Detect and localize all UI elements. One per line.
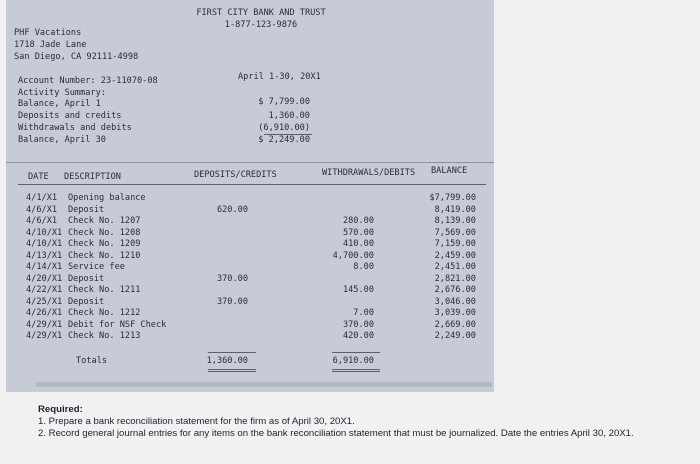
row-withdrawal: 7.00 — [353, 308, 374, 318]
column-balance: BALANCE — [431, 166, 468, 176]
row-balance: 2,676.00 — [434, 285, 476, 295]
row-date: 4/14/X1 — [26, 262, 63, 272]
row-balance: 8,419.00 — [434, 204, 476, 215]
deposits-total: 1,360.00 — [206, 356, 248, 366]
row-balance: 3,046.00 — [434, 296, 476, 307]
row-deposit: 370.00 — [216, 273, 248, 284]
row-description: Deposit — [68, 273, 105, 284]
customer-city: San Diego, CA 92111-4998 — [14, 52, 139, 62]
row-balance: 7,569.00 — [434, 227, 476, 238]
row-description: Service fee — [68, 262, 125, 272]
column-date: DATE — [28, 172, 49, 182]
totals-label: Totals — [76, 356, 108, 366]
row-description: Check No. 1211 — [68, 285, 141, 295]
statement-bottom-band — [36, 382, 492, 387]
row-balance: 2,459.00 — [434, 250, 476, 261]
row-date: 4/20/X1 — [26, 273, 63, 284]
column-description: DESCRIPTION — [64, 172, 121, 182]
row-withdrawal: 370.00 — [342, 319, 374, 330]
account-number: Account Number: 23-11070-08 — [18, 76, 158, 86]
row-balance: 7,159.00 — [434, 239, 476, 249]
required-item-2: 2. Record general journal entries for any items on the bank reconciliation statement that must be journalized. Date the entries April 30, 20X1. — [38, 428, 634, 439]
summary-label: Balance, April 30 — [18, 135, 106, 145]
column-deposits: DEPOSITS/CREDITS — [194, 170, 277, 180]
summary-title: Activity Summary: — [18, 88, 106, 98]
summary-value: $ 2,249.00 — [258, 135, 310, 145]
withdrawals-total-rule — [332, 352, 380, 353]
required-section — [38, 404, 698, 440]
row-description: Check No. 1207 — [68, 216, 141, 226]
withdrawals-double-rule-1 — [332, 369, 380, 370]
header-bottom-rule — [18, 184, 486, 185]
row-date: 4/22/X1 — [26, 285, 63, 295]
row-description: Deposit — [68, 296, 105, 307]
row-date: 4/25/X1 — [26, 296, 63, 307]
row-date: 4/10/X1 — [26, 227, 63, 238]
row-balance: 2,669.00 — [434, 319, 476, 330]
required-title: Required: — [38, 404, 83, 415]
row-description: Check No. 1210 — [68, 250, 141, 261]
row-balance: 2,451.00 — [434, 262, 476, 272]
row-description: Deposit — [68, 204, 105, 215]
summary-underline — [264, 134, 312, 135]
row-balance: 2,249.00 — [434, 331, 476, 341]
row-withdrawal: 420.00 — [342, 331, 374, 341]
row-date: 4/6/X1 — [26, 204, 58, 215]
row-date: 4/10/X1 — [26, 239, 63, 249]
row-withdrawal: 280.00 — [342, 216, 374, 226]
statement-period: April 1-30, 20X1 — [238, 72, 321, 82]
customer-street: 1718 Jade Lane — [14, 40, 87, 50]
row-withdrawal: 145.00 — [342, 285, 374, 295]
required-item-1: 1. Prepare a bank reconciliation statement for the firm as of April 30, 20X1. — [38, 416, 355, 427]
deposits-double-rule-1 — [208, 369, 256, 370]
bank-phone: 1-877-123-9876 — [224, 20, 298, 30]
row-deposit: 620.00 — [216, 204, 248, 215]
row-description: Check No. 1213 — [68, 331, 141, 341]
row-description: Check No. 1208 — [68, 227, 141, 238]
row-description: Check No. 1209 — [68, 239, 141, 249]
row-withdrawal: 8.00 — [353, 262, 374, 272]
summary-value: (6,910.00) — [258, 123, 310, 133]
customer-name: PHF Vacations — [14, 28, 82, 38]
deposits-double-rule-2 — [208, 371, 256, 372]
row-balance: $7,799.00 — [429, 193, 476, 203]
summary-label: Deposits and credits — [18, 111, 122, 121]
row-balance: 3,039.00 — [434, 308, 476, 318]
row-date: 4/6/X1 — [26, 216, 58, 226]
withdrawals-double-rule-2 — [332, 371, 380, 372]
row-description: Debit for NSF Check — [68, 319, 167, 330]
row-description: Check No. 1212 — [68, 308, 141, 318]
summary-label: Withdrawals and debits — [18, 123, 132, 133]
row-withdrawal: 410.00 — [342, 239, 374, 249]
row-date: 4/29/X1 — [26, 331, 63, 341]
row-date: 4/26/X1 — [26, 308, 63, 318]
row-balance: 8,139.00 — [434, 216, 476, 226]
summary-value: 1,360.00 — [268, 111, 310, 121]
row-withdrawal: 4,700.00 — [332, 250, 374, 261]
summary-label: Balance, April 1 — [18, 99, 101, 109]
header-top-rule — [6, 162, 494, 163]
row-date: 4/13/X1 — [26, 250, 63, 261]
bank-statement — [6, 0, 494, 392]
row-date: 4/29/X1 — [26, 319, 63, 330]
deposits-total-rule — [208, 352, 256, 353]
row-balance: 2,821.00 — [434, 273, 476, 284]
row-deposit: 370.00 — [216, 296, 248, 307]
summary-value: $ 7,799.00 — [258, 97, 310, 107]
bank-name: FIRST CITY BANK AND TRUST — [196, 8, 326, 18]
row-date: 4/1/X1 — [26, 193, 58, 203]
column-withdrawals: WITHDRAWALS/DEBITS — [322, 168, 416, 178]
row-description: Opening balance — [68, 193, 146, 203]
withdrawals-total: 6,910.00 — [332, 356, 374, 366]
row-withdrawal: 570.00 — [342, 227, 374, 238]
